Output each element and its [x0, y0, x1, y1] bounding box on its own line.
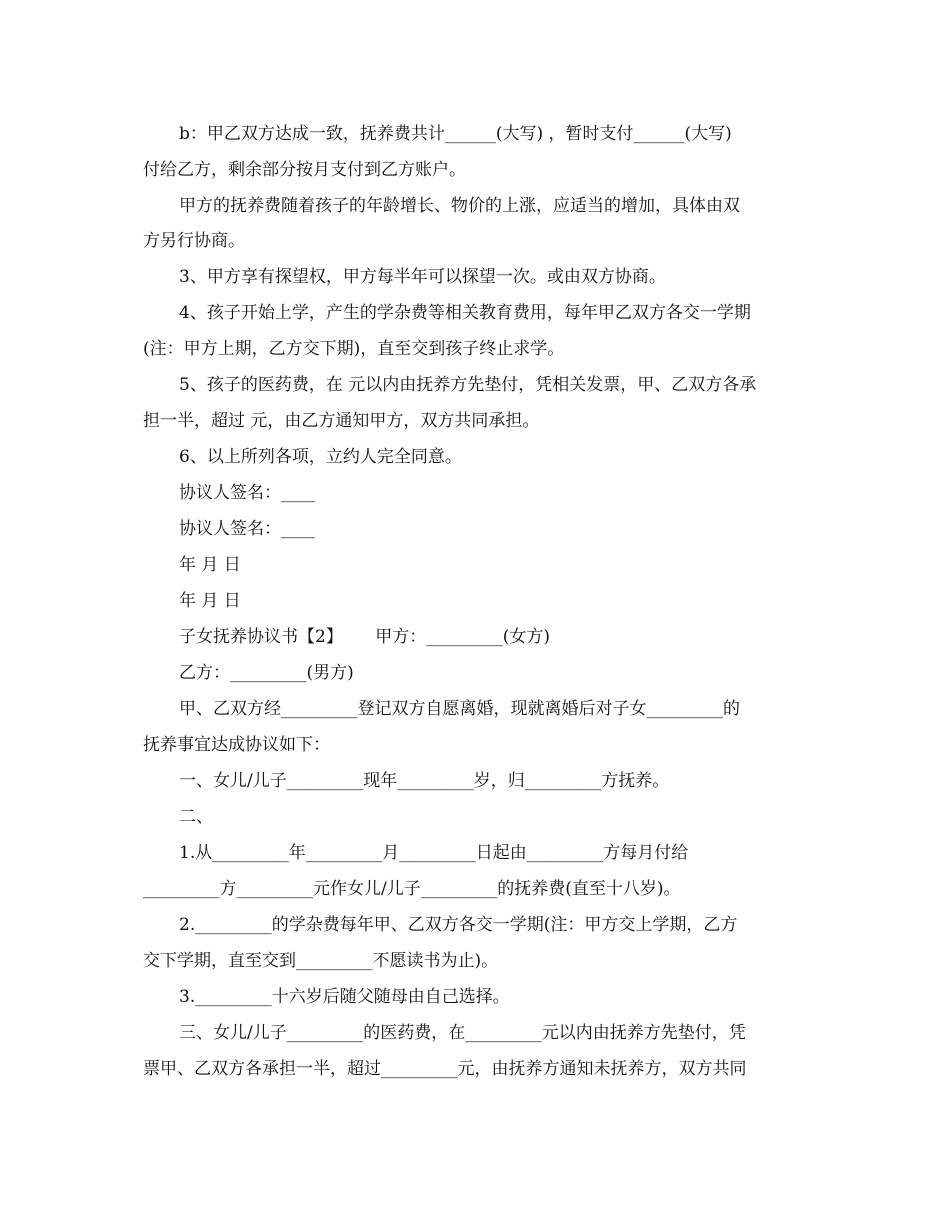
party-line: 乙方：_________(男方)	[179, 663, 354, 683]
date-line: 年 月 日	[179, 555, 241, 575]
paragraph-line: 1.从_________年_________月_________日起由_________方每月付给	[179, 843, 689, 863]
paragraph-line: 2._________的学杂费每年甲、乙双方各交一学期(注：甲方交上学期，乙方	[179, 915, 738, 935]
paragraph-line: 担一半，超过 元，由乙方通知甲方，双方共同承担。	[143, 411, 540, 431]
paragraph-line: 3._________十六岁后随父随母由自己选择。	[179, 987, 510, 1007]
paragraph-line: 4、孩子开始上学，产生的学杂费等相关教育费用，每年甲乙双方各交一学期	[179, 303, 751, 323]
paragraph-line: 3、甲方享有探望权，甲方每半年可以探望一次。或由双方协商。	[179, 267, 666, 287]
paragraph-line: 方另行协商。	[143, 231, 245, 251]
signature-line: 协议人签名：____	[179, 519, 315, 539]
paragraph-line: _________方_________元作女儿/儿子_________的抚养费(直至十八岁)。	[143, 879, 681, 899]
paragraph-line: 三、女儿/儿子_________的医药费，在_________元以内由抚养方先垫付，凭	[179, 1023, 746, 1043]
paragraph-line: 甲、乙双方经_________登记双方自愿离婚，现就离婚后对子女_________的	[179, 699, 740, 719]
date-line: 年 月 日	[179, 591, 241, 611]
paragraph-line: 甲方的抚养费随着孩子的年龄增长、物价的上涨，应适当的增加，具体由双	[179, 196, 740, 216]
paragraph-line: b：甲乙双方达成一致，抚养费共计______(大写) ，暂时支付______(大写)	[179, 124, 732, 144]
paragraph-line: 5、孩子的医药费，在 元以内由抚养方先垫付，凭相关发票，甲、乙双方各承	[179, 375, 757, 395]
signature-line: 协议人签名：____	[179, 483, 315, 503]
paragraph-line: 二、	[179, 807, 213, 827]
section-title: 子女抚养协议书【2】 甲方：_________(女方)	[179, 627, 551, 647]
paragraph-line: (注：甲方上期，乙方交下期)，直至交到孩子终止求学。	[143, 339, 565, 359]
paragraph-line: 一、女儿/儿子_________现年_________岁，归_________方抚养。	[179, 771, 670, 791]
paragraph-line: 抚养事宜达成协议如下：	[143, 735, 330, 755]
paragraph-line: 交下学期，直至交到_________不愿读书为止)。	[143, 951, 499, 971]
paragraph-line: 付给乙方，剩余部分按月支付到乙方账户。	[143, 160, 466, 180]
paragraph-line: 票甲、乙双方各承担一半，超过_________元，由抚养方通知未抚养方，双方共同	[143, 1059, 747, 1079]
paragraph-line: 6、以上所列各项，立约人完全同意。	[179, 447, 462, 467]
